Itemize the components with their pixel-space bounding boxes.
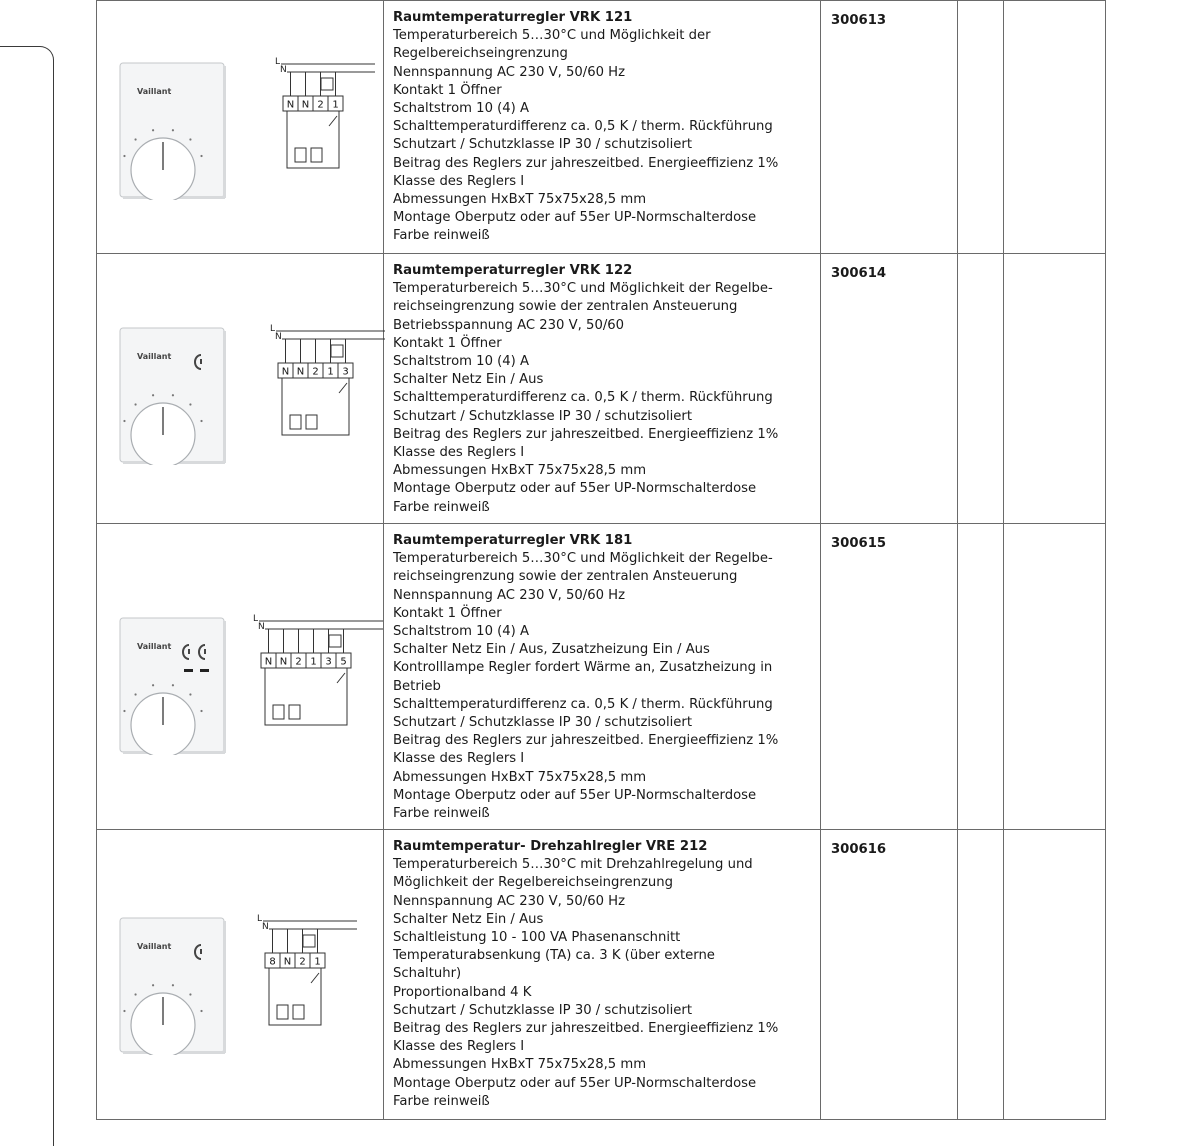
spec-line: Temperaturbereich 5…30°C und Möglichkeit der Regelbe- xyxy=(393,551,773,567)
dial-tick xyxy=(123,1010,125,1012)
spec-line: Farbe reinweiß xyxy=(393,499,490,515)
contact-symbol xyxy=(329,116,337,126)
spec-list xyxy=(393,550,820,823)
dial-tick xyxy=(134,993,136,995)
spec-line: reichseingrenzung sowie der zentralen Ansteuerung xyxy=(393,569,738,585)
spec-line: Kontrolllampe Regler fordert Wärme an, Zusatzheizung in xyxy=(393,660,773,676)
dial-tick xyxy=(172,684,174,686)
spec-line: Montage Oberputz oder auf 55er UP-Normschalterdose xyxy=(393,210,757,226)
spec-line: Klasse des Reglers I xyxy=(393,1039,525,1055)
spec-line: Schaltuhr) xyxy=(393,966,462,982)
bimetal-symbol xyxy=(289,705,300,719)
terminal-label: 3 xyxy=(342,366,349,378)
spec-line: Temperaturabsenkung (TA) ca. 3 K (über externe xyxy=(393,948,715,964)
dial-tick xyxy=(189,403,191,405)
article-number: 300616 xyxy=(831,842,887,857)
spec-line: Schutzart / Schutzklasse IP 30 / schutzisoliert xyxy=(393,715,692,731)
supply-label: N xyxy=(262,922,269,932)
empty-cell xyxy=(958,253,1004,523)
spec-list xyxy=(393,280,820,517)
spec-line: Montage Oberputz oder auf 55er UP-Normschalterdose xyxy=(393,787,757,803)
spec-line: Betrieb xyxy=(393,678,441,694)
terminal-label: 2 xyxy=(299,956,306,968)
dial-tick xyxy=(134,403,136,405)
spec-line: Temperaturbereich 5…30°C mit Drehzahlregelung und xyxy=(393,857,753,873)
product-image-cell xyxy=(97,0,384,253)
article-number: 300613 xyxy=(831,13,887,28)
dial-tick xyxy=(123,155,125,157)
wiring-diagram xyxy=(251,911,361,1051)
dial-tick xyxy=(134,138,136,140)
spec-line: Temperaturbereich 5…30°C und Möglichkeit der xyxy=(393,28,711,44)
product-image-cell xyxy=(97,829,384,1119)
dial-tick xyxy=(172,129,174,131)
wiring-diagram xyxy=(269,54,379,194)
spec-line: Klasse des Reglers I xyxy=(393,173,525,189)
switch-indicator xyxy=(204,649,206,654)
spec-line: Schaltstrom 10 (4) A xyxy=(393,101,530,117)
product-title: Raumtemperaturregler VRK 181 xyxy=(393,533,633,548)
spec-line: reichseingrenzung sowie der zentralen Ansteuerung xyxy=(393,299,738,315)
spec-line: Farbe reinweiß xyxy=(393,1093,490,1109)
spec-line: Montage Oberputz oder auf 55er UP-Normschalterdose xyxy=(393,1075,757,1091)
article-number: 300614 xyxy=(831,266,887,281)
margin-bracket xyxy=(0,46,54,1146)
terminal-label: N xyxy=(281,366,290,378)
brand-logo: Vaillant xyxy=(137,942,172,951)
spec-line: Möglichkeit der Regelbereichseingrenzung xyxy=(393,875,673,891)
spec-line: Beitrag des Reglers zur jahreszeitbed. Energieeffizienz 1% xyxy=(393,1021,779,1037)
supply-label: L xyxy=(253,614,259,624)
terminal-label: N xyxy=(301,99,310,111)
internal-circuit xyxy=(265,668,347,725)
switch-indicator xyxy=(200,949,202,954)
dial-tick xyxy=(200,710,202,712)
dial-tick xyxy=(189,993,191,995)
indicator-lamp xyxy=(184,669,193,672)
spec-line: Proportionalband 4 K xyxy=(393,984,532,1000)
spec-line: Kontakt 1 Öffner xyxy=(393,605,502,621)
heating-element-symbol xyxy=(303,935,315,947)
thermostat-device-image xyxy=(119,917,227,1055)
terminal-label: 2 xyxy=(295,656,302,668)
empty-cell xyxy=(1004,0,1105,253)
product-title: Raumtemperatur- Drehzahlregler VRE 212 xyxy=(393,839,708,854)
spec-line: Klasse des Reglers I xyxy=(393,751,525,767)
spec-line: Betriebsspannung AC 230 V, 50/60 xyxy=(393,317,625,333)
empty-cell xyxy=(1004,523,1105,829)
spec-line: Abmessungen HxBxT 75x75x28,5 mm xyxy=(393,463,647,479)
spec-line: Schaltstrom 10 (4) A xyxy=(393,354,530,370)
terminal-label: 1 xyxy=(314,956,321,968)
article-number-cell xyxy=(821,829,958,1119)
product-description-cell xyxy=(384,0,821,253)
resistor-symbol xyxy=(290,415,301,429)
spec-line: Schalttemperaturdifferenz ca. 0,5 K / therm. Rückführung xyxy=(393,119,773,135)
supply-label: L xyxy=(275,57,281,67)
spec-line: Regelbereichseingrenzung xyxy=(393,46,568,62)
empty-cell xyxy=(958,0,1004,253)
wiring-diagram xyxy=(264,321,389,461)
terminal-label: 8 xyxy=(269,956,276,968)
terminal-label: N xyxy=(264,656,273,668)
spec-list xyxy=(393,27,820,245)
spec-line: Beitrag des Reglers zur jahreszeitbed. Energieeffizienz 1% xyxy=(393,426,779,442)
dial-tick xyxy=(172,394,174,396)
internal-circuit xyxy=(282,378,349,435)
table-row xyxy=(97,0,1105,254)
contact-symbol xyxy=(337,673,345,683)
resistor-symbol xyxy=(277,1005,288,1019)
terminal-label: N xyxy=(279,656,288,668)
spec-line: Farbe reinweiß xyxy=(393,806,490,822)
product-description-cell xyxy=(384,253,821,523)
article-number-cell xyxy=(821,253,958,523)
resistor-symbol xyxy=(295,148,306,162)
supply-labels xyxy=(270,324,282,342)
brand-logo: Vaillant xyxy=(137,87,172,96)
spec-line: Kontakt 1 Öffner xyxy=(393,82,502,98)
dial-tick xyxy=(172,984,174,986)
article-number-cell xyxy=(821,523,958,829)
thermostat-device-image xyxy=(119,327,227,465)
article-number: 300615 xyxy=(831,536,887,551)
spec-line: Montage Oberputz oder auf 55er UP-Normschalterdose xyxy=(393,481,757,497)
supply-label: L xyxy=(257,914,263,924)
dial-tick xyxy=(200,420,202,422)
terminal-label: N xyxy=(283,956,292,968)
spec-line: Schutzart / Schutzklasse IP 30 / schutzisoliert xyxy=(393,1002,692,1018)
indicator-lamp xyxy=(200,669,209,672)
spec-line: Beitrag des Reglers zur jahreszeitbed. Energieeffizienz 1% xyxy=(393,733,779,749)
terminal-label: 2 xyxy=(312,366,319,378)
resistor-symbol xyxy=(273,705,284,719)
supply-label: N xyxy=(275,332,282,342)
spec-line: Temperaturbereich 5…30°C und Möglichkeit der Regelbe- xyxy=(393,281,773,297)
empty-cell xyxy=(1004,829,1105,1119)
dial-tick xyxy=(152,129,154,131)
terminal-label: 1 xyxy=(332,99,339,111)
terminal-label: 3 xyxy=(325,656,332,668)
supply-label: L xyxy=(270,324,276,334)
dial-tick xyxy=(152,984,154,986)
dial-tick xyxy=(123,710,125,712)
product-table xyxy=(96,0,1106,1120)
spec-line: Kontakt 1 Öffner xyxy=(393,335,502,351)
empty-cell xyxy=(1004,253,1105,523)
terminal-label: 2 xyxy=(317,99,324,111)
dial-tick xyxy=(200,155,202,157)
empty-cell xyxy=(958,829,1004,1119)
spec-line: Schutzart / Schutzklasse IP 30 / schutzisoliert xyxy=(393,137,692,153)
bimetal-symbol xyxy=(306,415,317,429)
supply-labels xyxy=(253,614,265,632)
spec-line: Schalttemperaturdifferenz ca. 0,5 K / therm. Rückführung xyxy=(393,696,773,712)
spec-line: Schaltleistung 10 - 100 VA Phasenanschnitt xyxy=(393,930,681,946)
thermostat-device-image xyxy=(119,617,227,755)
bimetal-symbol xyxy=(293,1005,304,1019)
spec-line: Schalter Netz Ein / Aus xyxy=(393,372,544,388)
article-number-cell xyxy=(821,0,958,253)
dial-tick xyxy=(189,693,191,695)
spec-line: Schaltstrom 10 (4) A xyxy=(393,624,530,640)
spec-line: Abmessungen HxBxT 75x75x28,5 mm xyxy=(393,769,647,785)
spec-line: Abmessungen HxBxT 75x75x28,5 mm xyxy=(393,192,647,208)
dial-tick xyxy=(123,420,125,422)
spec-line: Farbe reinweiß xyxy=(393,228,490,244)
heating-element-symbol xyxy=(329,635,341,647)
spec-line: Schalttemperaturdifferenz ca. 0,5 K / therm. Rückführung xyxy=(393,390,773,406)
dial-tick xyxy=(189,138,191,140)
product-title: Raumtemperaturregler VRK 121 xyxy=(393,10,633,25)
thermostat-device-image xyxy=(119,62,227,200)
supply-label: N xyxy=(280,65,287,75)
spec-line: Nennspannung AC 230 V, 50/60 Hz xyxy=(393,587,626,603)
spec-list xyxy=(393,856,820,1111)
switch-indicator xyxy=(188,649,190,654)
bimetal-symbol xyxy=(311,148,322,162)
spec-line: Schalter Netz Ein / Aus xyxy=(393,911,544,927)
product-description-cell xyxy=(384,523,821,829)
contact-symbol xyxy=(339,383,347,393)
terminal-label: N xyxy=(286,99,295,111)
dial-tick xyxy=(200,1010,202,1012)
heating-element-symbol xyxy=(331,345,343,357)
empty-cell xyxy=(958,523,1004,829)
product-description-cell xyxy=(384,829,821,1119)
brand-logo: Vaillant xyxy=(137,352,172,361)
wiring-diagram xyxy=(247,611,387,751)
table-row xyxy=(97,523,1105,830)
contact-symbol xyxy=(311,973,319,983)
spec-line: Abmessungen HxBxT 75x75x28,5 mm xyxy=(393,1057,647,1073)
product-image-cell xyxy=(97,253,384,523)
table-row xyxy=(97,829,1105,1120)
supply-label: N xyxy=(258,622,265,632)
spec-line: Schutzart / Schutzklasse IP 30 / schutzisoliert xyxy=(393,408,692,424)
supply-labels xyxy=(275,57,287,75)
switch-indicator xyxy=(200,359,202,364)
spec-line: Schalter Netz Ein / Aus, Zusatzheizung Ein / Aus xyxy=(393,642,710,658)
spec-line: Beitrag des Reglers zur jahreszeitbed. Energieeffizienz 1% xyxy=(393,155,779,171)
dial-tick xyxy=(152,394,154,396)
terminal-label: 5 xyxy=(340,656,347,668)
product-image-cell xyxy=(97,523,384,829)
product-title: Raumtemperaturregler VRK 122 xyxy=(393,263,633,278)
table-row xyxy=(97,253,1105,524)
terminal-label: 1 xyxy=(310,656,317,668)
heating-element-symbol xyxy=(321,78,333,90)
brand-logo: Vaillant xyxy=(137,642,172,651)
spec-line: Nennspannung AC 230 V, 50/60 Hz xyxy=(393,64,626,80)
spec-line: Klasse des Reglers I xyxy=(393,445,525,461)
spec-line: Nennspannung AC 230 V, 50/60 Hz xyxy=(393,893,626,909)
dial-tick xyxy=(134,693,136,695)
supply-labels xyxy=(257,914,269,932)
terminal-label: 1 xyxy=(327,366,334,378)
terminal-label: N xyxy=(296,366,305,378)
dial-tick xyxy=(152,684,154,686)
